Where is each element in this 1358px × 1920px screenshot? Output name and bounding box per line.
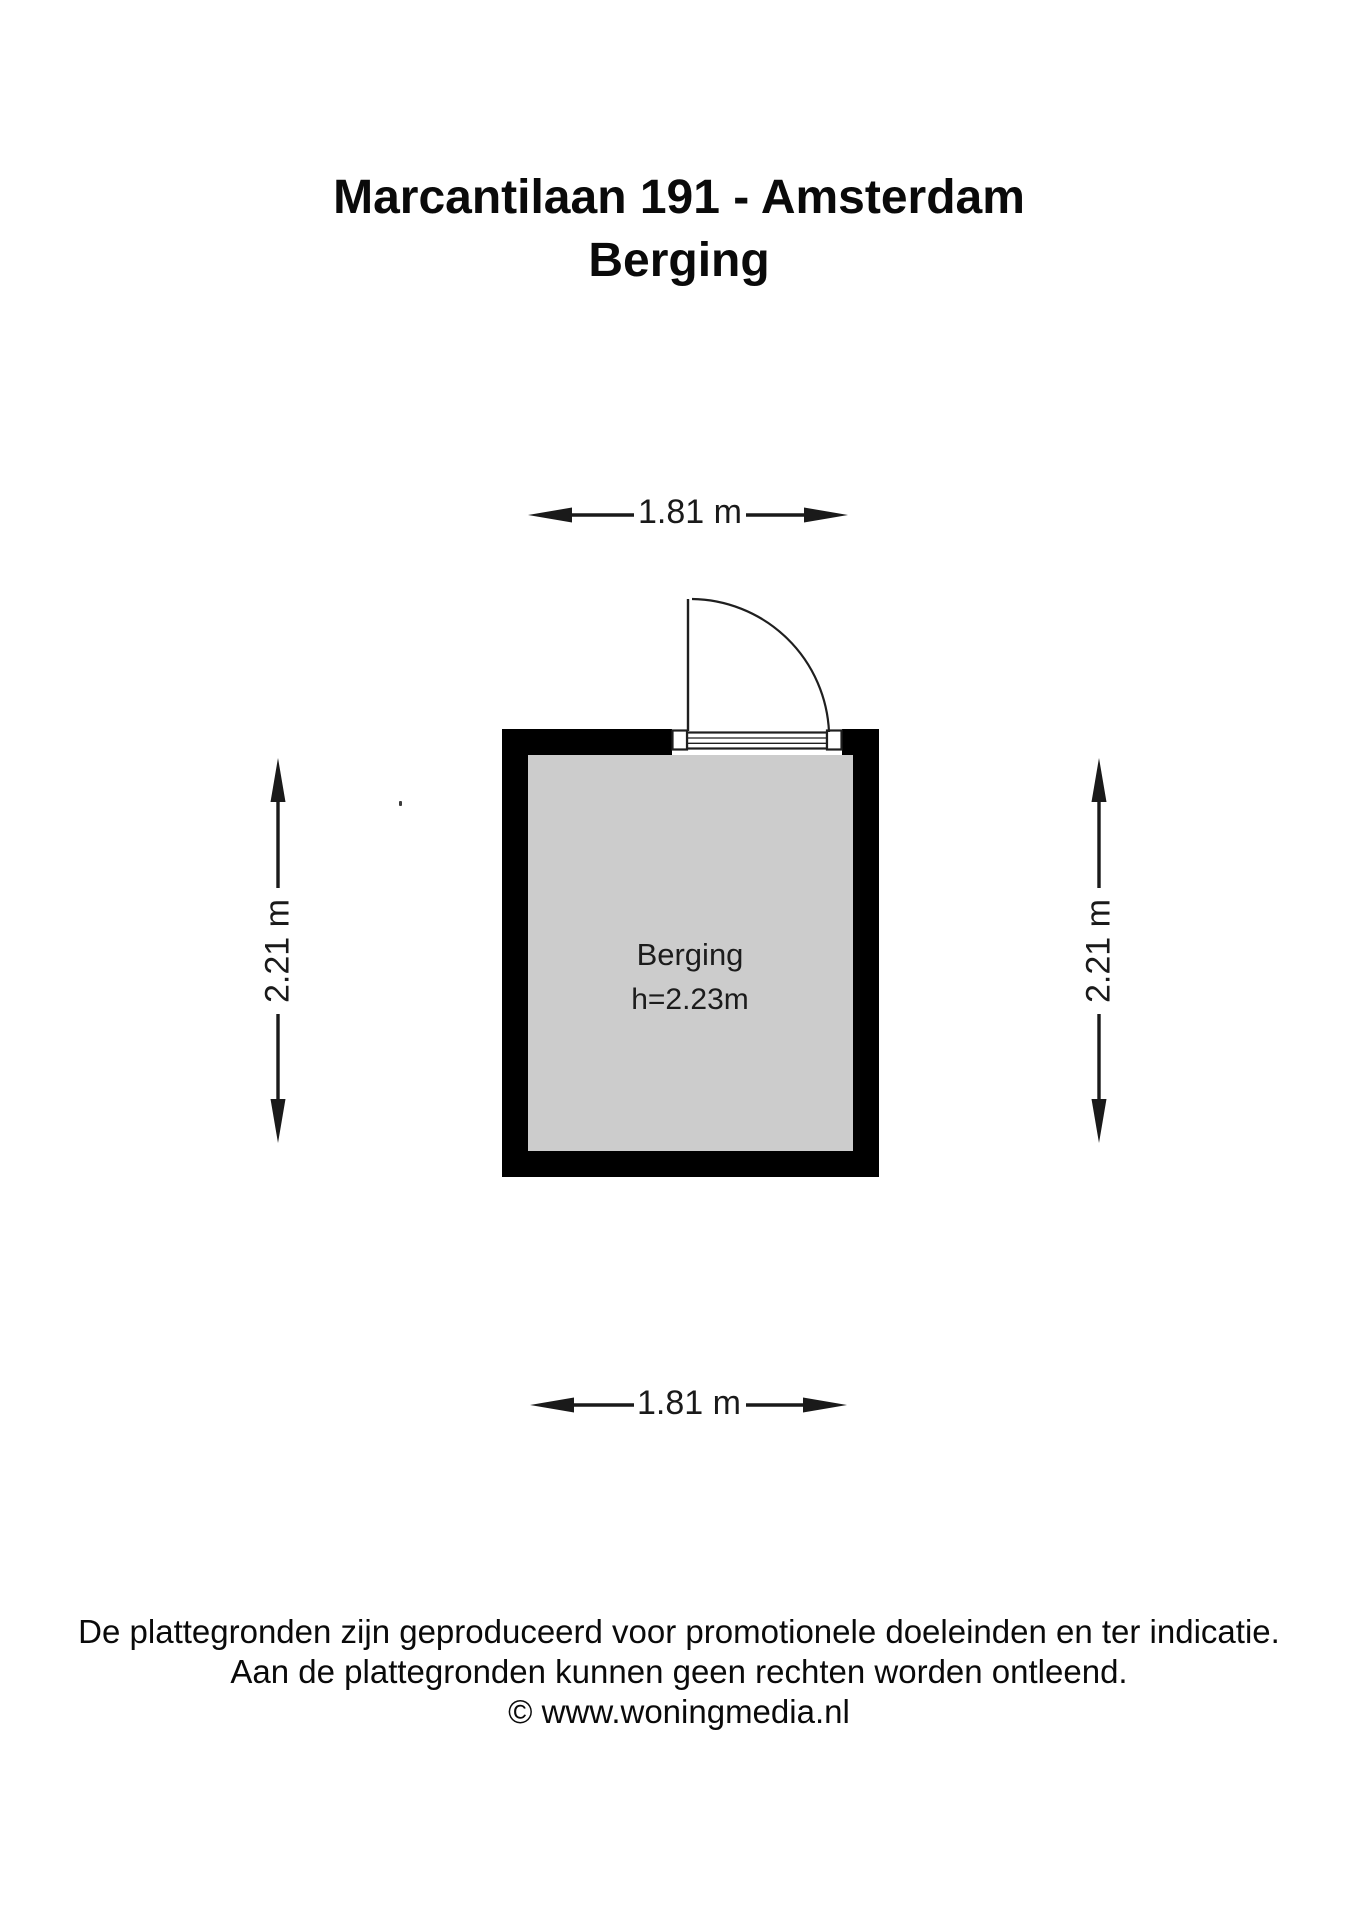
dimension-label-bottom: 1.81 m	[637, 1384, 741, 1422]
dimension-label-top: 1.81 m	[638, 493, 742, 531]
arrowhead-down-icon	[1092, 1099, 1107, 1143]
footer-disclaimer-line1: De plattegronden zijn geproduceerd voor promotionele doeleinden en ter indicatie.	[78, 1613, 1280, 1650]
room-name-label: Berging	[636, 937, 744, 972]
door-jamb-left	[673, 731, 688, 750]
dimension-label-left: 2.21 m	[258, 899, 297, 1003]
speck-artifact	[399, 801, 402, 806]
arrowhead-down-icon	[271, 1099, 286, 1143]
arrowhead-right-icon	[803, 1398, 847, 1413]
door-jamb-right	[827, 731, 842, 750]
room-ceiling-height-label: h=2.23m	[631, 983, 749, 1016]
arrowhead-up-icon	[1092, 758, 1107, 802]
arrowhead-right-icon	[804, 508, 848, 523]
title-floor-name: Berging	[588, 234, 770, 287]
footer-credit: © www.woningmedia.nl	[508, 1693, 850, 1730]
footer-disclaimer-line2: Aan de plattegronden kunnen geen rechten worden ontleend.	[230, 1653, 1128, 1690]
door-swing-arc	[692, 599, 829, 732]
door-threshold	[687, 733, 827, 749]
title-address: Marcantilaan 191 - Amsterdam	[333, 171, 1025, 224]
footer	[0, 1612, 1358, 1732]
arrowhead-left-icon	[528, 508, 572, 523]
arrowhead-up-icon	[271, 758, 286, 802]
arrowhead-left-icon	[530, 1398, 574, 1413]
dimension-label-right: 2.21 m	[1079, 899, 1118, 1003]
